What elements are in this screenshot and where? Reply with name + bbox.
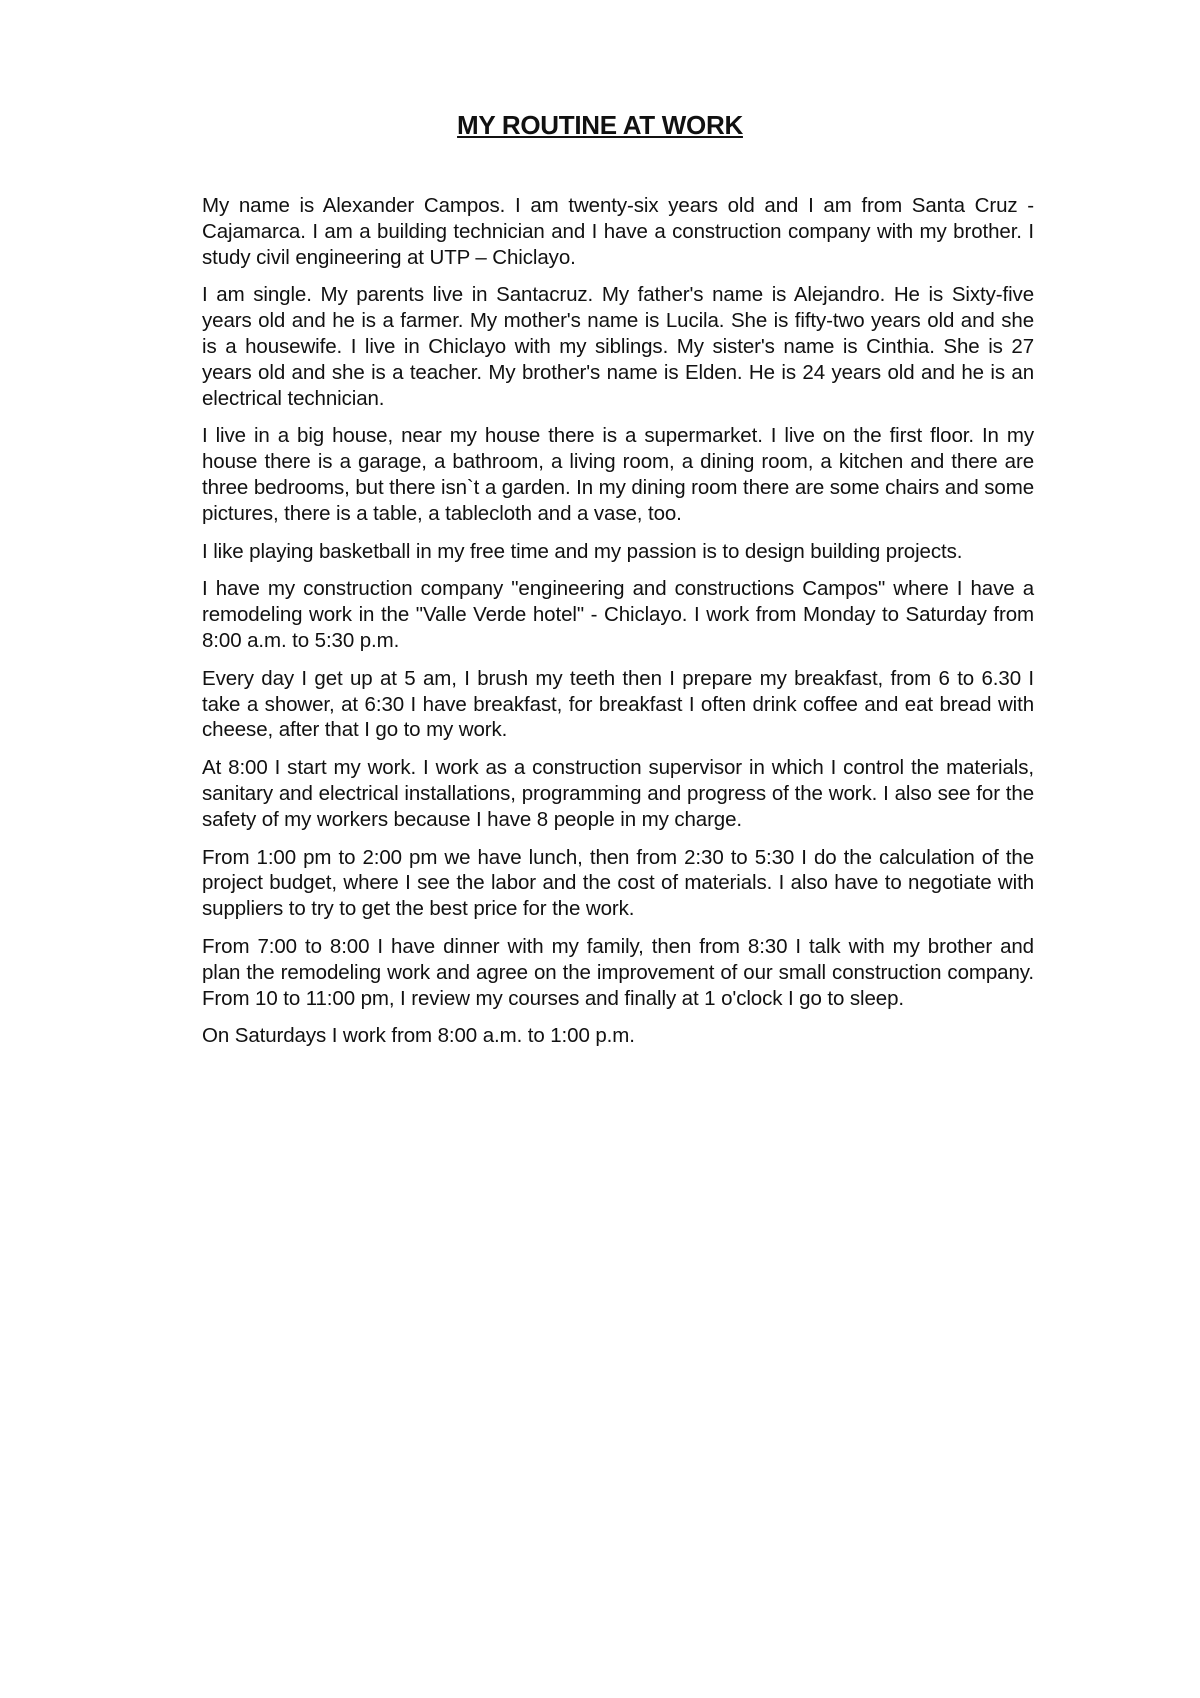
paragraph-work: At 8:00 I start my work. I work as a construction supervisor in which I control the materials, sanitary and electrical installations, programming and progress of the work. I also see for the safety of my workers because I have 8 people in my charge. (202, 756, 1034, 831)
paragraph-family: I am single. My parents live in Santacruz. My father's name is Alejandro. He is Sixty-five years old and he is a farmer. My mother's name is Lucila. She is fifty-two years old and she is a housewife. I live in Chiclayo with my siblings. My sister's name is Cinthia. She is 27 years old and she is a teacher. My brother's name is Elden. He is 24 years old and he is an electrical technician. (202, 283, 1034, 410)
paragraph-intro: My name is Alexander Campos. I am twenty-six years old and I am from Santa Cruz - Cajamarca. I am a building technician and I have a construction company with my brother. I study civil engineering at UTP – Chiclayo. (202, 194, 1034, 269)
paragraph-company: I have my construction company "engineering and constructions Campos" where I have a remodeling work in the "Valle Verde hotel" - Chiclayo. I work from Monday to Saturday from 8:00 a.m. to 5:30 p.m. (202, 577, 1034, 652)
document-title: MY ROUTINE AT WORK (457, 110, 743, 140)
paragraph-morning: Every day I get up at 5 am, I brush my teeth then I prepare my breakfast, from 6 to 6.30 I take a shower, at 6:30 I have breakfast, for breakfast I often drink coffee and eat bread with cheese, after that I go to my work. (202, 666, 1034, 742)
paragraph-hobbies: I like playing basketball in my free time and my passion is to design building projects. (202, 539, 963, 563)
document-body (202, 193, 1034, 1061)
paragraph-saturdays: On Saturdays I work from 8:00 a.m. to 1:00 p.m. (202, 1024, 635, 1048)
paragraph-evening: From 7:00 to 8:00 I have dinner with my family, then from 8:30 I talk with my brother and plan the remodeling work and agree on the improvement of our small construction company. From 10 to 11:00 pm, I review my courses and finally at 1 o'clock I go to sleep. (202, 934, 1034, 1010)
paragraph-afternoon: From 1:00 pm to 2:00 pm we have lunch, then from 2:30 to 5:30 I do the calculation of the project budget, where I see the labor and the cost of materials. I also have to negotiate with suppliers to try to get the best price for the work. (202, 845, 1034, 921)
paragraph-house: I live in a big house, near my house there is a supermarket. I live on the first floor. In my house there is a garage, a bathroom, a living room, a dining room, a kitchen and there are three bedrooms, but there isn`t a garden. In my dining room there are some chairs and some pictures, there is a table, a tablecloth and a vase, too. (202, 424, 1034, 525)
